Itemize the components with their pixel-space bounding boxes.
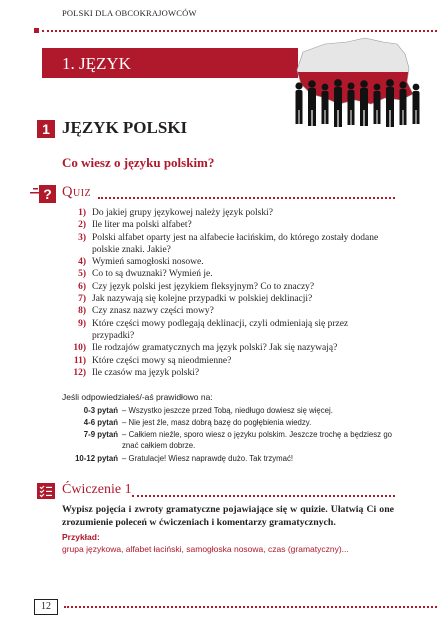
chapter-title: 1. JĘZYK xyxy=(62,54,131,73)
exercise-dotted-rule xyxy=(132,495,395,497)
section-title: JĘZYK POLSKI xyxy=(62,118,188,137)
score-description: – Całkiem nieźle, sporo wiesz o języku polskim. Jeszcze trochę a będziesz go znać całkiem dobrze. xyxy=(122,430,392,450)
score-row-0-3 xyxy=(62,405,392,416)
checklist-icon xyxy=(37,483,55,499)
question-text: Czy język polski jest językiem fleksyjnym? Co to znaczy? xyxy=(92,281,315,292)
quiz-question-5 xyxy=(62,268,392,280)
score-row-7-9 xyxy=(62,429,392,451)
quiz-question-7 xyxy=(62,293,392,305)
question-text: Polski alfabet oparty jest na alfabecie łacińskim, do którego zostały dodane polskie znaki. Jakie? xyxy=(92,232,379,255)
question-text: Co to są dwuznaki? Wymień je. xyxy=(92,269,213,280)
question-number: 9) xyxy=(78,318,86,329)
quiz-question-9 xyxy=(62,318,392,343)
quiz-dotted-rule xyxy=(98,197,395,199)
question-text: Które części mowy są nieodmienne? xyxy=(92,355,232,366)
section-subtitle: Co wiesz o języku polskim? xyxy=(62,155,215,170)
quiz-question-2 xyxy=(62,219,392,231)
quiz-question-11 xyxy=(62,355,392,367)
score-description: – Wszystko jeszcze przed Tobą, niedługo dowiesz się więcej. xyxy=(122,406,333,415)
exercise-instruction: Wypisz pojęcia i zwroty gramatyczne pojawiające się w quizie. Ułatwią Ci one zrozumienie poleceń w ćwiczeniach i komentarzy gramatycznych. xyxy=(62,504,394,528)
question-number: 7) xyxy=(78,294,86,305)
footer-dotted-rule xyxy=(64,606,437,608)
question-mark-icon xyxy=(30,183,56,203)
score-label: 0-3 pytań xyxy=(83,406,118,415)
header-dotted-rule xyxy=(42,30,437,32)
score-label: 7-9 pytań xyxy=(83,430,118,439)
example-text: grupa językowa, alfabet łaciński, samogłoska nosowa, czas (gramatyczny)... xyxy=(62,544,349,554)
question-text: Wymień samogłoski nosowe. xyxy=(92,257,204,268)
question-text: Ile liter ma polski alfabet? xyxy=(92,220,192,231)
score-description: – Gratulacje! Wiesz naprawdę dużo. Tak trzymać! xyxy=(122,454,294,463)
question-number: 5) xyxy=(78,269,86,280)
question-number: 3) xyxy=(78,232,86,243)
question-number: 11) xyxy=(73,355,86,366)
quiz-question-12 xyxy=(62,367,392,379)
score-description: – Nie jest źle, masz dobrą bazę do pogłębienia wiedzy. xyxy=(122,418,312,427)
score-row-4-6 xyxy=(62,417,392,428)
question-text: Czy znasz nazwy części mowy? xyxy=(92,306,214,317)
quiz-question-list xyxy=(62,207,392,379)
quiz-question-8 xyxy=(62,305,392,317)
example-label: Przykład: xyxy=(62,532,100,542)
score-label: 10-12 pytań xyxy=(75,454,118,463)
question-number: 1) xyxy=(78,208,86,218)
score-row-10-12 xyxy=(62,453,392,464)
question-text: Do jakiej grupy językowej należy język polski? xyxy=(92,208,273,218)
exercise-title: Ćwiczenie 1 xyxy=(62,482,132,497)
quiz-title: Quiz xyxy=(62,184,92,200)
header-red-square xyxy=(34,28,39,33)
question-text: Jak nazywają się kolejne przypadki w polskiej deklinacji? xyxy=(92,294,313,305)
scoring-intro: Jeśli odpowiedziałeś/-aś prawidłowo na: xyxy=(62,392,213,402)
quiz-question-6 xyxy=(62,281,392,293)
question-number: 10) xyxy=(73,343,86,354)
section-number-badge: 1 xyxy=(37,120,55,138)
question-text: Ile rodzajów gramatycznych ma język polski? Jak się nazywają? xyxy=(92,343,338,354)
book-header-title: POLSKI DLA OBCOKRAJOWCÓW xyxy=(62,8,197,18)
quiz-question-4 xyxy=(62,256,392,268)
quiz-question-1 xyxy=(62,207,392,219)
poland-map-silhouettes-illustration xyxy=(285,34,435,134)
question-number: 12) xyxy=(73,367,86,378)
score-label: 4-6 pytań xyxy=(83,418,118,427)
question-text: Które części mowy podlegają deklinacji, czyli odmieniają się przez przypadki? xyxy=(92,318,349,341)
question-number: 2) xyxy=(78,220,86,231)
question-number: 8) xyxy=(78,306,86,317)
question-number: 4) xyxy=(78,257,86,268)
quiz-question-3 xyxy=(62,232,392,257)
quiz-question-10 xyxy=(62,342,392,354)
question-text: Ile czasów ma język polski? xyxy=(92,367,200,378)
page-number: 12 xyxy=(34,599,58,615)
svg-text:?: ? xyxy=(43,186,52,202)
question-number: 6) xyxy=(78,281,86,292)
